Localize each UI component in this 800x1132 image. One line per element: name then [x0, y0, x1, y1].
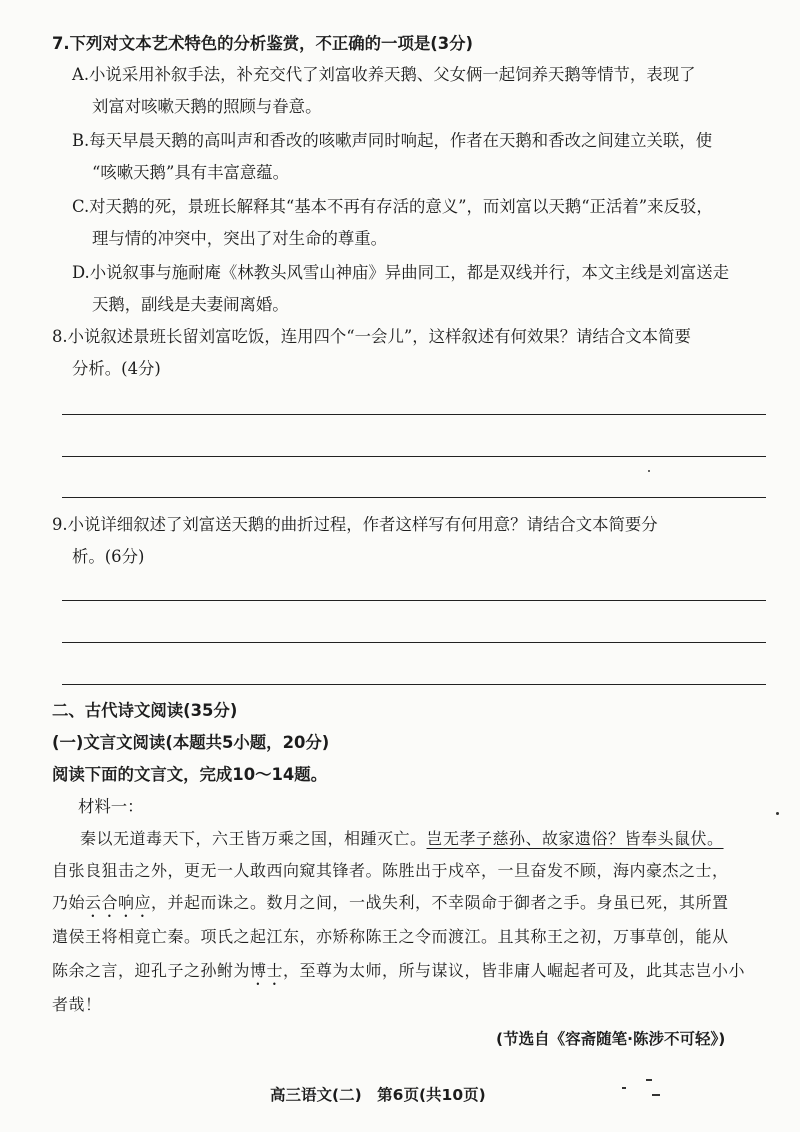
passage-line-1-text: 秦以无道毒天下，六王皆万乘之国，相踵灭亡。 [80, 829, 427, 848]
passage-line-5-start: 陈余之言，迎孔子之孙鲋为 [52, 961, 251, 980]
q8-answer-line-2[interactable] [62, 456, 766, 457]
q9-answer-line-3[interactable] [62, 684, 766, 685]
passage-line-3-rest: ，并起而诛之。数月之间，一战失利，不幸陨命于御者之手。身虽已死，其所置 [151, 893, 729, 912]
passage-line-6: 者哉！ [52, 995, 102, 1014]
passage-line-2: 自张良狙击之外，更无一人敢西向窥其锋者。陈胜出于戍卒，一旦奋发不顾，海内豪杰之士， [52, 861, 729, 880]
q7-option-a-line1: A.小说采用补叙手法，补充交代了刘富收养天鹅、父女俩一起饲养天鹅等情节，表现了 [72, 65, 696, 84]
passage-line-3 [52, 892, 729, 921]
q9-answer-line-1[interactable] [62, 600, 766, 601]
scan-mark [646, 1079, 652, 1081]
q7-option-d-line1: D.小说叙事与施耐庵《林教头风雪山神庙》异曲同工，都是双线并行，本文主线是刘富送走 [72, 263, 729, 282]
q7-option-c-line2: 理与情的冲突中，突出了对生命的尊重。 [92, 229, 388, 248]
passage-dotted-phrase-1: 云合响应 [85, 893, 152, 912]
passage-line-3-start: 乃始 [52, 893, 86, 912]
passage-source: (节选自《容斋随笔·陈涉不可轻》) [496, 1030, 726, 1048]
passage-dotted-phrase-2: 博士 [250, 961, 284, 980]
q7-option-b-line2: “咳嗽天鹅”具有丰富意蕴。 [92, 163, 290, 182]
question-9-line2: 析。(6分) [72, 547, 145, 566]
question-7-stem: 7.下列对文本艺术特色的分析鉴赏，不正确的一项是(3分) [52, 34, 474, 53]
q7-option-b-line1: B.每天早晨天鹅的高叫声和香改的咳嗽声同时响起，作者在天鹅和香改之间建立关联，使 [72, 131, 713, 150]
material-label: 材料一： [78, 797, 144, 816]
q8-answer-line-1[interactable] [62, 414, 766, 415]
passage-line-4: 遣侯王将相竟亡秦。项氏之起江东，亦矫称陈王之令而渡江。且其称王之初，万事草创，能从 [52, 927, 729, 946]
q7-option-c-line1: C.对天鹅的死，景班长解释其“基本不再有存活的意义”，而刘富以天鹅“正活着”来反驳， [72, 197, 713, 216]
scan-mark [622, 1087, 626, 1089]
question-8-line2: 分析。(4分) [72, 359, 161, 378]
question-9-line1: 9.小说详细叙述了刘富送天鹅的曲折过程，作者这样写有何用意？请结合文本简要分 [52, 515, 658, 534]
passage-line-1 [80, 828, 724, 850]
q7-option-d-line2: 天鹅，副线是夫妻闹离婚。 [92, 295, 289, 314]
passage-underlined-sentence: 岂无孝子慈孙、故家遗俗？皆奉头鼠伏。 [426, 829, 724, 848]
q7-option-a-line2: 刘富对咳嗽天鹅的照顾与眷意。 [92, 97, 322, 116]
q8-answer-line-3[interactable] [62, 497, 766, 498]
section-title: 二、古代诗文阅读(35分) [52, 701, 238, 720]
section-subtitle: (一)文言文阅读(本题共5小题，20分) [52, 733, 330, 752]
passage-line-5 [52, 960, 745, 989]
scan-mark [648, 470, 650, 472]
page-footer: 高三语文(二) 第6页(共10页) [270, 1086, 486, 1104]
q9-answer-line-2[interactable] [62, 642, 766, 643]
section-instruction: 阅读下面的文言文，完成10～14题。 [52, 765, 328, 784]
scan-mark [652, 1094, 660, 1096]
passage-line-5-rest: ，至尊为太师，所与谋议，皆非庸人崛起者可及，此其志岂小小 [283, 961, 746, 980]
scan-mark [776, 812, 779, 815]
question-8-line1: 8.小说叙述景班长留刘富吃饭，连用四个“一会儿”，这样叙述有何效果？请结合文本简要 [52, 327, 691, 346]
